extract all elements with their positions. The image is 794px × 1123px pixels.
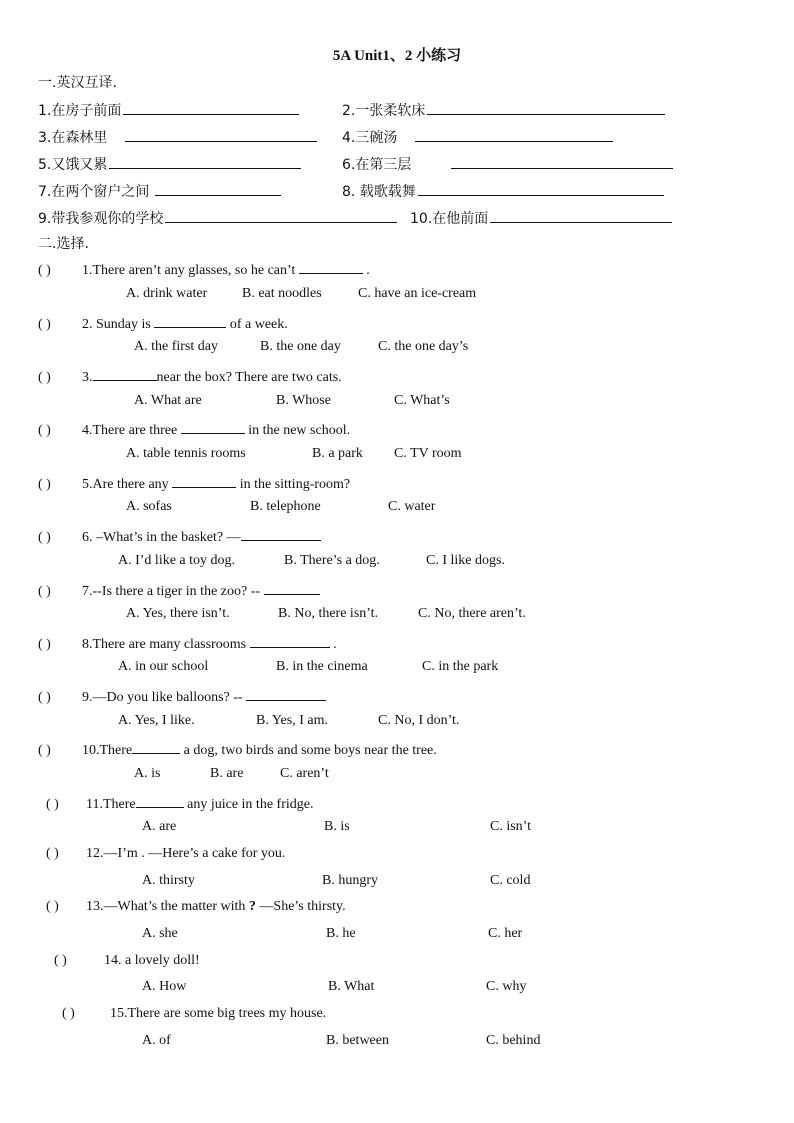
question-text: 15.There are some big trees my house. (110, 1006, 327, 1021)
options-8 (118, 659, 638, 679)
answer-blank[interactable] (418, 179, 664, 196)
vocab-item-3: 3.在森林里 (38, 130, 108, 146)
question-10: ( ) 10.There a dog, two birds and some boys near the tree. (38, 739, 437, 759)
question-text: 7.--Is there a tiger in the zoo? -- (82, 584, 264, 599)
question-blank (250, 633, 330, 648)
question-13: ( ) 13.—What’s the matter with ? —She’s thirsty. (46, 899, 346, 914)
options-10 (134, 766, 654, 786)
question-5: ( ) 5.Are there any in the sitting-room? (38, 473, 350, 493)
option-a[interactable]: A. How (142, 979, 187, 994)
option-a[interactable]: A. of (142, 1033, 171, 1048)
answer-blank[interactable] (427, 98, 665, 115)
option-b[interactable]: B. hungry (322, 873, 378, 888)
option-c[interactable]: C. water (388, 499, 436, 514)
option-c[interactable]: C. I like dogs. (426, 553, 505, 568)
question-blank (132, 739, 180, 754)
answer-parentheses[interactable]: ( ) (54, 953, 67, 968)
question-7 (38, 580, 320, 600)
answer-blank[interactable] (451, 152, 673, 169)
option-b[interactable]: B. the one day (260, 339, 341, 354)
question-text: 1.There aren’t any glasses, so he can’t (82, 263, 299, 278)
section-2-heading: 二.选择. (38, 236, 89, 252)
option-c[interactable]: C. No, I don’t. (378, 713, 460, 728)
option-c[interactable]: C. in the park (422, 659, 499, 674)
vocab-item-9: 9.带我参观你的学校 (38, 211, 164, 227)
option-b[interactable]: B. What (328, 979, 375, 994)
vocab-item-1: 1.在房子前面 (38, 103, 122, 119)
answer-parentheses[interactable]: ( ) (38, 584, 51, 599)
option-a[interactable]: A. she (142, 926, 178, 941)
question-text: 4.There are three (82, 423, 181, 438)
answer-parentheses[interactable]: ( ) (62, 1006, 75, 1021)
question-8: ( ) 8.There are many classrooms . (38, 633, 337, 653)
option-b[interactable]: B. No, there isn’t. (278, 606, 379, 621)
answer-parentheses[interactable]: ( ) (46, 846, 59, 861)
vocab-row (38, 152, 758, 174)
question-blank (241, 526, 321, 541)
question-text: 2. Sunday is (82, 317, 155, 332)
question-blank (93, 366, 157, 381)
options-7 (126, 606, 646, 626)
vocab-item-8: 8. 载歌载舞 (342, 184, 416, 200)
options-1 (126, 286, 646, 306)
answer-parentheses[interactable]: ( ) (38, 637, 51, 652)
answer-parentheses[interactable]: ( ) (38, 317, 51, 332)
option-b[interactable]: B. between (326, 1033, 389, 1048)
question-blank (264, 580, 320, 595)
options-6 (118, 553, 638, 573)
options-14 (142, 979, 662, 999)
option-c[interactable]: C. cold (490, 873, 531, 888)
vocab-item-6: 6.在第三层 (342, 157, 412, 173)
options-15 (142, 1033, 662, 1053)
question-15 (62, 1006, 326, 1022)
answer-parentheses[interactable]: ( ) (38, 423, 51, 438)
option-a[interactable]: A. Yes, there isn’t. (126, 606, 230, 621)
question-3: ( ) 3. near the box? There are two cats. (38, 366, 342, 386)
answer-parentheses[interactable]: ( ) (38, 263, 51, 278)
answer-parentheses[interactable]: ( ) (38, 743, 51, 758)
question-text: 11.There (86, 797, 136, 812)
option-c[interactable]: C. behind (486, 1033, 541, 1048)
question-14 (54, 953, 200, 969)
question-text: 12.—I’m . —Here’s a cake for you. (86, 846, 286, 861)
option-b[interactable]: B. is (324, 819, 350, 834)
option-a[interactable]: A. thirsty (142, 873, 195, 888)
option-b[interactable]: B. Yes, I am. (256, 713, 328, 728)
option-b[interactable]: B. There’s a dog. (284, 553, 380, 568)
vocab-item-7: 7.在两个窗户之间 (38, 184, 150, 200)
options-2 (134, 339, 654, 359)
option-a[interactable]: A. in our school (118, 659, 209, 674)
option-a[interactable]: A. Yes, I like. (118, 713, 195, 728)
option-c[interactable]: C. the one day’s (378, 339, 469, 354)
option-a[interactable]: A. sofas (126, 499, 172, 514)
question-blank (181, 419, 245, 434)
options-13 (142, 926, 662, 946)
answer-parentheses[interactable]: ( ) (38, 530, 51, 545)
question-text: 13.—What’s the matter with (86, 899, 249, 914)
answer-blank[interactable] (125, 125, 317, 142)
question-text: 14. a lovely doll! (104, 953, 200, 968)
option-c[interactable]: C. why (486, 979, 527, 994)
answer-blank[interactable] (165, 206, 397, 223)
section-1-heading: 一.英汉互译. (38, 75, 117, 91)
answer-parentheses[interactable]: ( ) (38, 690, 51, 705)
page-title: 5A Unit1、2 小练习 (332, 48, 462, 64)
question-11: ( ) 11.There any juice in the fridge. (46, 793, 313, 813)
option-c[interactable]: C. have an ice-cream (358, 286, 477, 301)
option-c[interactable]: C. TV room (394, 446, 462, 461)
option-c[interactable]: C. No, there aren’t. (418, 606, 526, 621)
option-a[interactable]: A. is (134, 766, 161, 781)
vocab-row (38, 125, 758, 147)
question-text: 10.There (82, 743, 133, 758)
options-12 (142, 873, 662, 893)
question-text: 5.Are there any (82, 477, 173, 492)
options-5 (126, 499, 646, 519)
question-text: 8.There are many classrooms (82, 637, 250, 652)
question-6 (38, 526, 321, 546)
option-b[interactable]: B. in the cinema (276, 659, 368, 674)
option-b[interactable]: B. he (326, 926, 356, 941)
question-4: ( ) 4.There are three in the new school. (38, 419, 350, 439)
question-1: ( ) 1.There aren’t any glasses, so he can’t . (38, 259, 370, 279)
option-c[interactable]: C. What’s (394, 393, 450, 408)
option-b[interactable]: B. Whose (276, 393, 331, 408)
options-3 (134, 393, 654, 413)
options-9 (118, 713, 638, 733)
option-a[interactable]: A. What are (134, 393, 202, 408)
option-b[interactable]: B. a park (312, 446, 363, 461)
options-4 (126, 446, 646, 466)
question-blank (246, 686, 326, 701)
question-9 (38, 686, 326, 706)
vocab-row (38, 98, 758, 120)
option-b[interactable]: B. telephone (250, 499, 321, 514)
answer-blank[interactable] (490, 206, 672, 223)
answer-blank[interactable] (123, 98, 299, 115)
answer-parentheses[interactable]: ( ) (46, 797, 59, 812)
option-c[interactable]: C. aren’t (280, 766, 329, 781)
option-a[interactable]: A. drink water (126, 286, 208, 301)
question-blank (172, 473, 236, 488)
vocab-item-5: 5.又饿又累 (38, 157, 108, 173)
question-mark: ? (248, 899, 256, 914)
option-a[interactable]: A. I’d like a toy dog. (118, 553, 236, 568)
question-2: ( ) 2. Sunday is of a week. (38, 313, 288, 333)
option-b[interactable]: B. are (210, 766, 244, 781)
question-blank (299, 259, 363, 274)
vocab-item-2: 2.一张柔软床 (342, 103, 426, 119)
answer-parentheses[interactable]: ( ) (38, 370, 51, 385)
question-blank (136, 793, 184, 808)
option-b[interactable]: B. eat noodles (242, 286, 322, 301)
option-c[interactable]: C. her (488, 926, 523, 941)
options-11 (142, 819, 662, 839)
question-blank (154, 313, 226, 328)
option-a[interactable]: A. are (142, 819, 177, 834)
option-a[interactable]: A. the first day (134, 339, 218, 354)
question-text: 3. (82, 370, 93, 385)
answer-blank[interactable] (415, 125, 613, 142)
vocab-item-10: 10.在他前面 (410, 211, 489, 227)
vocab-item-4: 4.三碗汤 (342, 130, 398, 146)
option-c[interactable]: C. isn’t (490, 819, 531, 834)
question-text: 9.—Do you like balloons? -- (82, 690, 247, 705)
answer-blank[interactable] (155, 179, 281, 196)
answer-parentheses[interactable]: ( ) (46, 899, 59, 914)
vocab-row (38, 206, 758, 228)
answer-blank[interactable] (109, 152, 301, 169)
question-12 (46, 846, 285, 862)
answer-parentheses[interactable]: ( ) (38, 477, 51, 492)
option-a[interactable]: A. table tennis rooms (126, 446, 246, 461)
question-text: 6. –What’s in the basket? — (82, 530, 241, 545)
vocab-row (38, 179, 758, 201)
